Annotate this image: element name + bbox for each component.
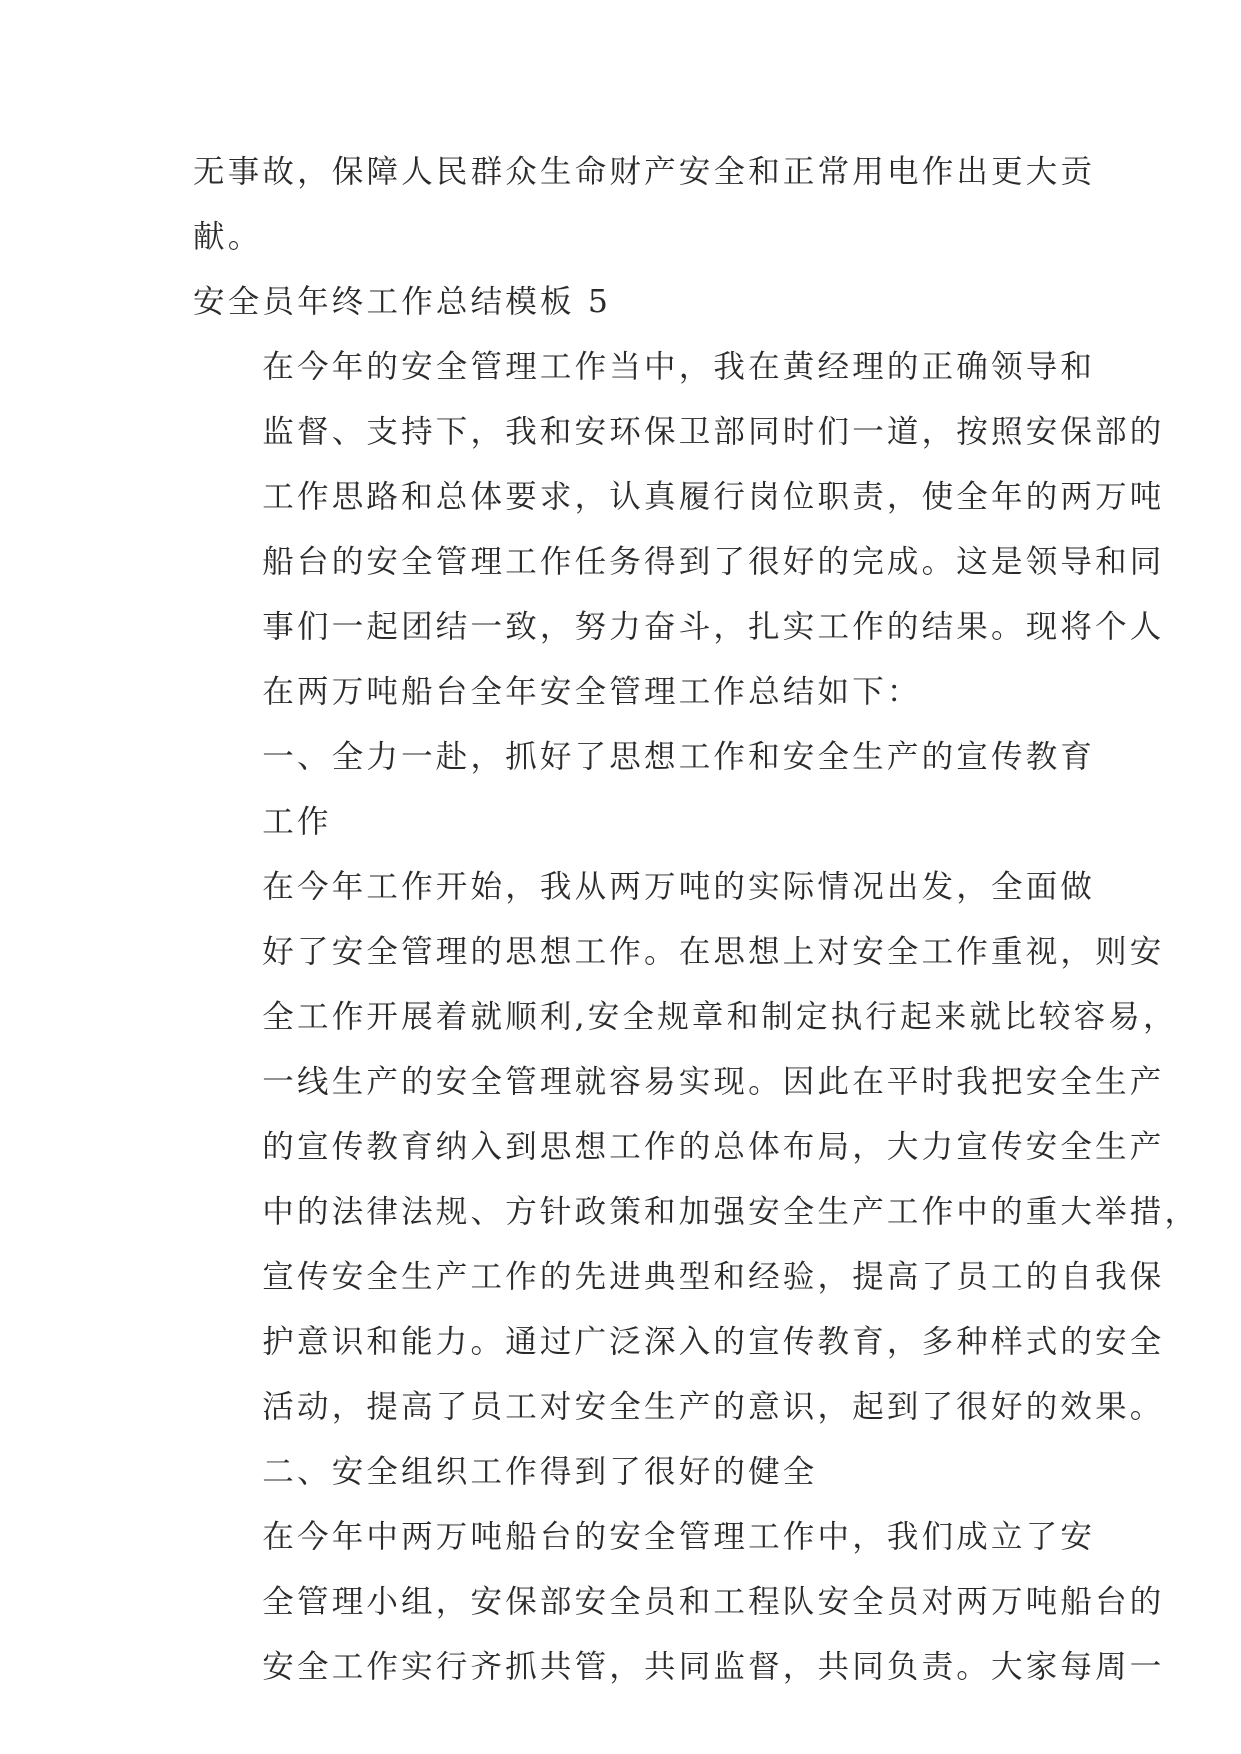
- subheading-one: [193, 725, 1096, 855]
- text-line: 宣传安全生产工作的先进典型和经验，提高了员工的自我保: [262, 1259, 1165, 1295]
- text-line: 安全工作实行齐抓共管，共同监督，共同负责。大家每周一: [262, 1649, 1165, 1685]
- text-line: 船台的安全管理工作任务得到了很好的完成。这是领导和同: [262, 544, 1165, 580]
- text-line: 工作: [262, 804, 332, 840]
- text-line: 护意识和能力。通过广泛深入的宣传教育，多种样式的安全: [262, 1324, 1165, 1360]
- text-line: 监督、支持下，我和安环保卫部同时们一道，按照安保部的: [262, 414, 1165, 450]
- text-line: 在今年工作开始，我从两万吨的实际情况出发，全面做: [262, 869, 1096, 905]
- heading-text: 安全员年终工作总结模板 5: [193, 284, 612, 320]
- text-line: 中的法律法规、方针政策和加强安全生产工作中的重大举措，: [262, 1194, 1200, 1230]
- paragraph-intro: [193, 335, 1165, 725]
- text-line: 的宣传教育纳入到思想工作的总体布局，大力宣传安全生产: [262, 1129, 1165, 1165]
- section-heading: [193, 270, 1053, 335]
- text-line: 在今年的安全管理工作当中，我在黄经理的正确领导和: [262, 349, 1096, 385]
- text-line: 在两万吨船台全年安全管理工作总结如下：: [262, 674, 922, 710]
- document-body: [193, 140, 1200, 1700]
- text-line: 好了安全管理的思想工作。在思想上对安全工作重视，则安: [262, 934, 1165, 970]
- paragraph-organization: [193, 1505, 1165, 1700]
- text-line: 全管理小组，安保部安全员和工程队安全员对两万吨船台的: [262, 1584, 1165, 1620]
- text-line: 事们一起团结一致，努力奋斗，扎实工作的结果。现将个人: [262, 609, 1165, 645]
- text-line: 一、全力一赴，抓好了思想工作和安全生产的宣传教育: [262, 739, 1096, 775]
- paragraph-closing: [193, 140, 1096, 270]
- text-line: 全工作开展着就顺利,安全规章和制定执行起来就比较容易，: [262, 999, 1178, 1035]
- text-line: 二、安全组织工作得到了很好的健全: [262, 1454, 818, 1490]
- text-line: 无事故，保障人民群众生命财产安全和正常用电作出更大贡: [193, 154, 1096, 190]
- text-line: 活动，提高了员工对安全生产的意识，起到了很好的效果。: [262, 1389, 1165, 1425]
- text-line: 一线生产的安全管理就容易实现。因此在平时我把安全生产: [262, 1064, 1165, 1100]
- text-line: 献。: [193, 219, 263, 255]
- subheading-two: [193, 1440, 1053, 1505]
- paragraph-thought-work: [193, 855, 1200, 1440]
- text-line: 在今年中两万吨船台的安全管理工作中，我们成立了安: [262, 1519, 1096, 1555]
- text-line: 工作思路和总体要求，认真履行岗位职责，使全年的两万吨: [262, 479, 1165, 515]
